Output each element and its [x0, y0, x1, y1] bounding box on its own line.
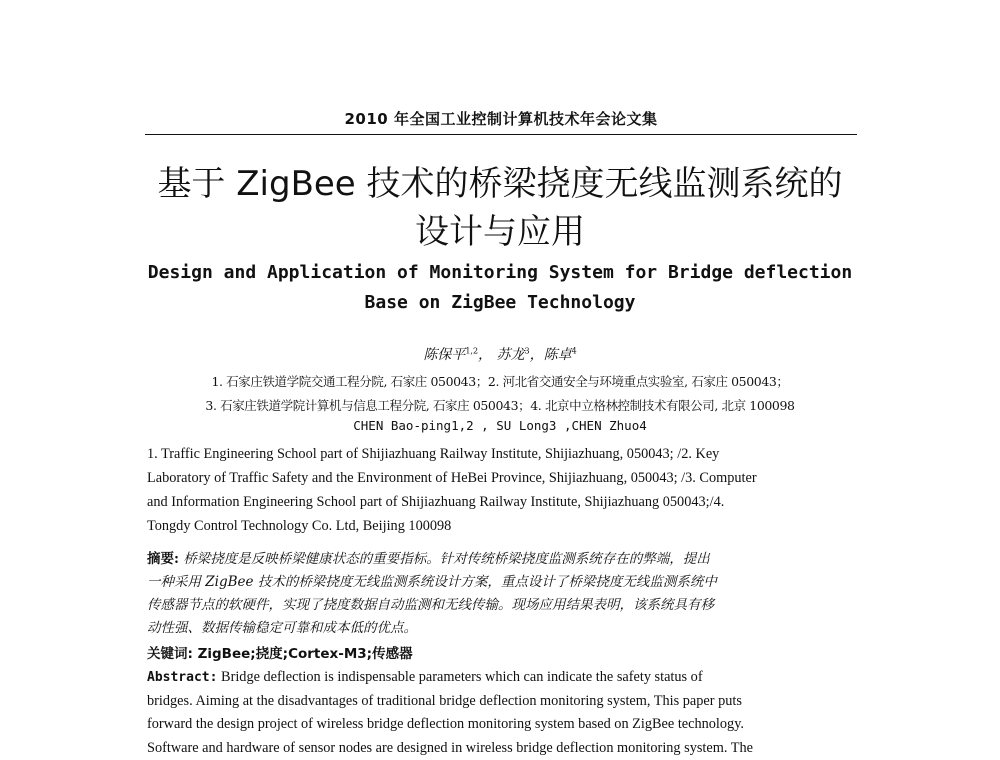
- abstract-cn-line: 一种采用 ZigBee 技术的桥梁挠度无线监测系统设计方案，重点设计了桥梁挠度无线监测系统中: [147, 574, 717, 590]
- author-3-name: 陈卓: [543, 347, 572, 363]
- header-rule: [145, 134, 857, 135]
- title-cn-line-1: 基于 ZigBee 技术的桥梁挠度无线监测系统的: [157, 164, 843, 204]
- running-head: 2010 年全国工业控制计算机技术年会论文集: [344, 110, 658, 128]
- author-2-name: 苏龙: [496, 347, 525, 363]
- author-1-affil-mark: 1,2: [465, 346, 479, 356]
- affiliation-en-line: Laboratory of Traffic Safety and the Environment of HeBei Province, Shijiazhuang, 050043; /3. Computer: [147, 470, 757, 486]
- author-1-name: 陈保平: [423, 347, 466, 363]
- affiliation-en-line: Tongdy Control Technology Co. Ltd, Beijing 100098: [147, 518, 452, 534]
- title-en-line-2: Base on ZigBee Technology: [364, 292, 636, 313]
- authors-cn: 陈保平$^{1,2}$， 苏龙$^3$，陈卓$^4$: [423, 346, 577, 363]
- abstract-cn: [147, 548, 859, 640]
- abstract-en-line: forward the design project of wireless bridge deflection monitoring system based on ZigBee technology.: [147, 716, 744, 732]
- affiliations-en: [147, 442, 859, 538]
- keywords-cn: 关键词: ZigBee;挠度;Cortex-M3;传感器: [147, 646, 413, 662]
- affiliation-en-line: and Information Engineering School part of Shijiazhuang Railway Institute, Shijiazhuang 050043;/4.: [147, 494, 725, 510]
- abstract-en-line: bridges. Aiming at the disadvantages of traditional bridge deflection monitoring system, This paper puts: [147, 692, 742, 709]
- title-en-line-1: Design and Application of Monitoring System for Bridge deflection: [147, 262, 853, 283]
- abstract-cn-line: [147, 548, 859, 571]
- abstract-en-line: [147, 666, 859, 690]
- abstract-en-line: Software and hardware of sensor nodes are designed in wireless bridge deflection monitoring system. The: [147, 739, 753, 756]
- affiliation-cn-line-1: 1. 石家庄铁道学院交通工程分院, 石家庄 050043；2. 河北省交通安全与环境重点实验室, 石家庄 050043；: [211, 374, 789, 389]
- author-3-affil-mark: 4: [571, 346, 577, 356]
- abstract-cn-line: 传感器节点的软硬件，实现了挠度数据自动监测和无线传输。现场应用结果表明，该系统具有移: [147, 597, 714, 613]
- abstract-cn-label: 摘要:: [147, 551, 179, 567]
- affiliation-cn-line-2: 3. 石家庄铁道学院计算机与信息工程分院, 石家庄 050043；4. 北京中立格林控制技术有限公司, 北京 100098: [205, 398, 795, 413]
- authors-en: CHEN Bao-ping1,2 , SU Long3 ,CHEN Zhuo4: [353, 418, 647, 433]
- author-2-affil-mark: 3: [524, 346, 530, 356]
- abstract-en: [147, 666, 859, 760]
- abstract-cn-text: 桥梁挠度是反映桥梁健康状态的重要指标。针对传统桥梁挠度监测系统存在的弊端，提出: [178, 551, 710, 567]
- abstract-cn-line: 动性强、数据传输稳定可靠和成本低的优点。: [147, 620, 417, 636]
- title-cn-line-2: 设计与应用: [415, 212, 585, 252]
- abstract-en-text: Bridge deflection is indispensable parameters which can indicate the safety status of: [217, 669, 703, 685]
- affiliation-en-line: 1. Traffic Engineering School part of Shijiazhuang Railway Institute, Shijiazhuang, 050043; /2. Key: [147, 446, 720, 462]
- abstract-en-label: Abstract:: [147, 670, 218, 685]
